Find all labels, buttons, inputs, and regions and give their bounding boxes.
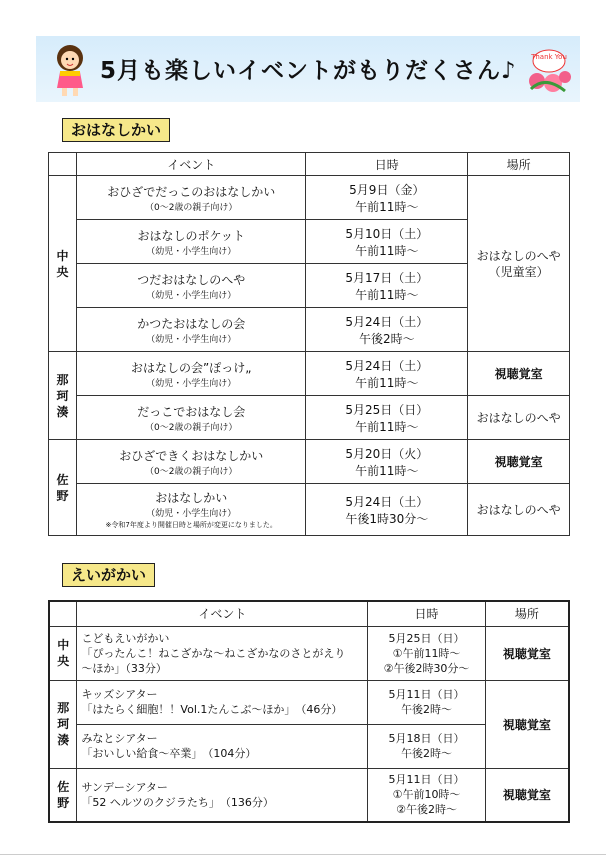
place-cell: 視聴覚室 bbox=[468, 352, 570, 396]
schedule-change-note: ※令和7年度より開催日時と場所が変更になりました。 bbox=[105, 521, 277, 529]
place-cell: おはなしのへや （児童室） bbox=[468, 176, 570, 352]
table-header-row bbox=[49, 601, 569, 626]
datetime-cell: 5月24日（土） 午前11時～ bbox=[306, 352, 468, 396]
datetime-cell: 5月25日（日） ①午前11時～ ②午後2時30分～ bbox=[368, 626, 486, 680]
place-cell: 視聴覚室 bbox=[485, 768, 569, 822]
event-cell: かつたおはなしの会 （幼児・小学生向け） bbox=[76, 308, 306, 352]
branch-cell: 中央 bbox=[49, 626, 77, 680]
event-cell: おひざできくおはなしかい （0～2歳の親子向け） bbox=[76, 440, 306, 484]
branch-cell: 那珂湊 bbox=[49, 680, 77, 768]
table-row bbox=[49, 440, 570, 484]
branch-cell: 佐野 bbox=[49, 768, 77, 822]
event-cell: サンデーシアター 「52 ヘルツのクジラたち」 （136分） bbox=[77, 768, 368, 822]
table-header-row bbox=[49, 153, 570, 176]
datetime-cell: 5月24日（土） 午後1時30分～ bbox=[306, 484, 468, 536]
header-datetime: 日時 bbox=[368, 601, 486, 626]
datetime-cell: 5月10日（土） 午前11時～ bbox=[306, 220, 468, 264]
thank-you-text: Thank You bbox=[531, 53, 567, 61]
event-cell: みなとシアター 「おいしい給食～卒業」 （104分） bbox=[77, 724, 368, 768]
thank-you-flowers-icon bbox=[525, 45, 573, 95]
event-cell: おはなしのポケット （幼児・小学生向け） bbox=[76, 220, 306, 264]
storytime-table bbox=[48, 152, 570, 536]
girl-illustration-icon bbox=[52, 42, 88, 98]
table-row bbox=[49, 176, 570, 220]
event-cell: おひざでだっこのおはなしかい （0～2歳の親子向け） bbox=[76, 176, 306, 220]
banner-title: 5月も楽しいイベントがもりだくさん♪ bbox=[100, 58, 517, 84]
movies-heading: えいがかい bbox=[62, 563, 155, 587]
datetime-cell: 5月11日（日） ①午前10時～ ②午後2時～ bbox=[368, 768, 486, 822]
header-blank bbox=[49, 601, 77, 626]
place-cell: 視聴覚室 bbox=[468, 440, 570, 484]
header-place: 場所 bbox=[485, 601, 569, 626]
branch-cell: 那珂湊 bbox=[49, 352, 77, 440]
page-bottom-divider bbox=[0, 854, 606, 855]
movies-table bbox=[48, 600, 570, 823]
header-event: イベント bbox=[77, 601, 368, 626]
event-cell: おはなしかい （幼児・小学生向け） ※令和7年度より開催日時と場所が変更になりました。 bbox=[76, 484, 306, 536]
table-row bbox=[49, 396, 570, 440]
place-cell: おはなしのへや bbox=[468, 396, 570, 440]
event-cell: だっこでおはなし会 （0～2歳の親子向け） bbox=[76, 396, 306, 440]
event-cell: つだおはなしのへや （幼児・小学生向け） bbox=[76, 264, 306, 308]
event-cell: こどもえいがかい 「ぴったんこ！ねこざかな～ねこざかなのさとがえり ～ほか」（33分） bbox=[77, 626, 368, 680]
header-datetime: 日時 bbox=[306, 153, 468, 176]
datetime-cell: 5月18日（日） 午後2時～ bbox=[368, 724, 486, 768]
datetime-cell: 5月11日（日） 午後2時～ bbox=[368, 680, 486, 724]
datetime-cell: 5月9日（金） 午前11時～ bbox=[306, 176, 468, 220]
header-event: イベント bbox=[76, 153, 306, 176]
table-row bbox=[49, 680, 569, 724]
event-cell: おはなしの会”ぽっけ„ （幼児・小学生向け） bbox=[76, 352, 306, 396]
datetime-cell: 5月25日（日） 午前11時～ bbox=[306, 396, 468, 440]
branch-cell: 佐野 bbox=[49, 440, 77, 536]
datetime-cell: 5月17日（土） 午前11時～ bbox=[306, 264, 468, 308]
table-row bbox=[49, 352, 570, 396]
table-row bbox=[49, 626, 569, 680]
datetime-cell: 5月20日（火） 午前11時～ bbox=[306, 440, 468, 484]
table-row bbox=[49, 484, 570, 536]
place-cell: 視聴覚室 bbox=[485, 680, 569, 768]
place-cell: おはなしのへや bbox=[468, 484, 570, 536]
place-cell: 視聴覚室 bbox=[485, 626, 569, 680]
header-place: 場所 bbox=[468, 153, 570, 176]
event-cell: キッズシアター 「はたらく細胞！！Vol.1たんこぶ～ほか」 （46分） bbox=[77, 680, 368, 724]
datetime-cell: 5月24日（土） 午後2時～ bbox=[306, 308, 468, 352]
storytime-heading: おはなしかい bbox=[62, 118, 170, 142]
table-row bbox=[49, 768, 569, 822]
branch-cell: 中央 bbox=[49, 176, 77, 352]
header-blank bbox=[49, 153, 77, 176]
